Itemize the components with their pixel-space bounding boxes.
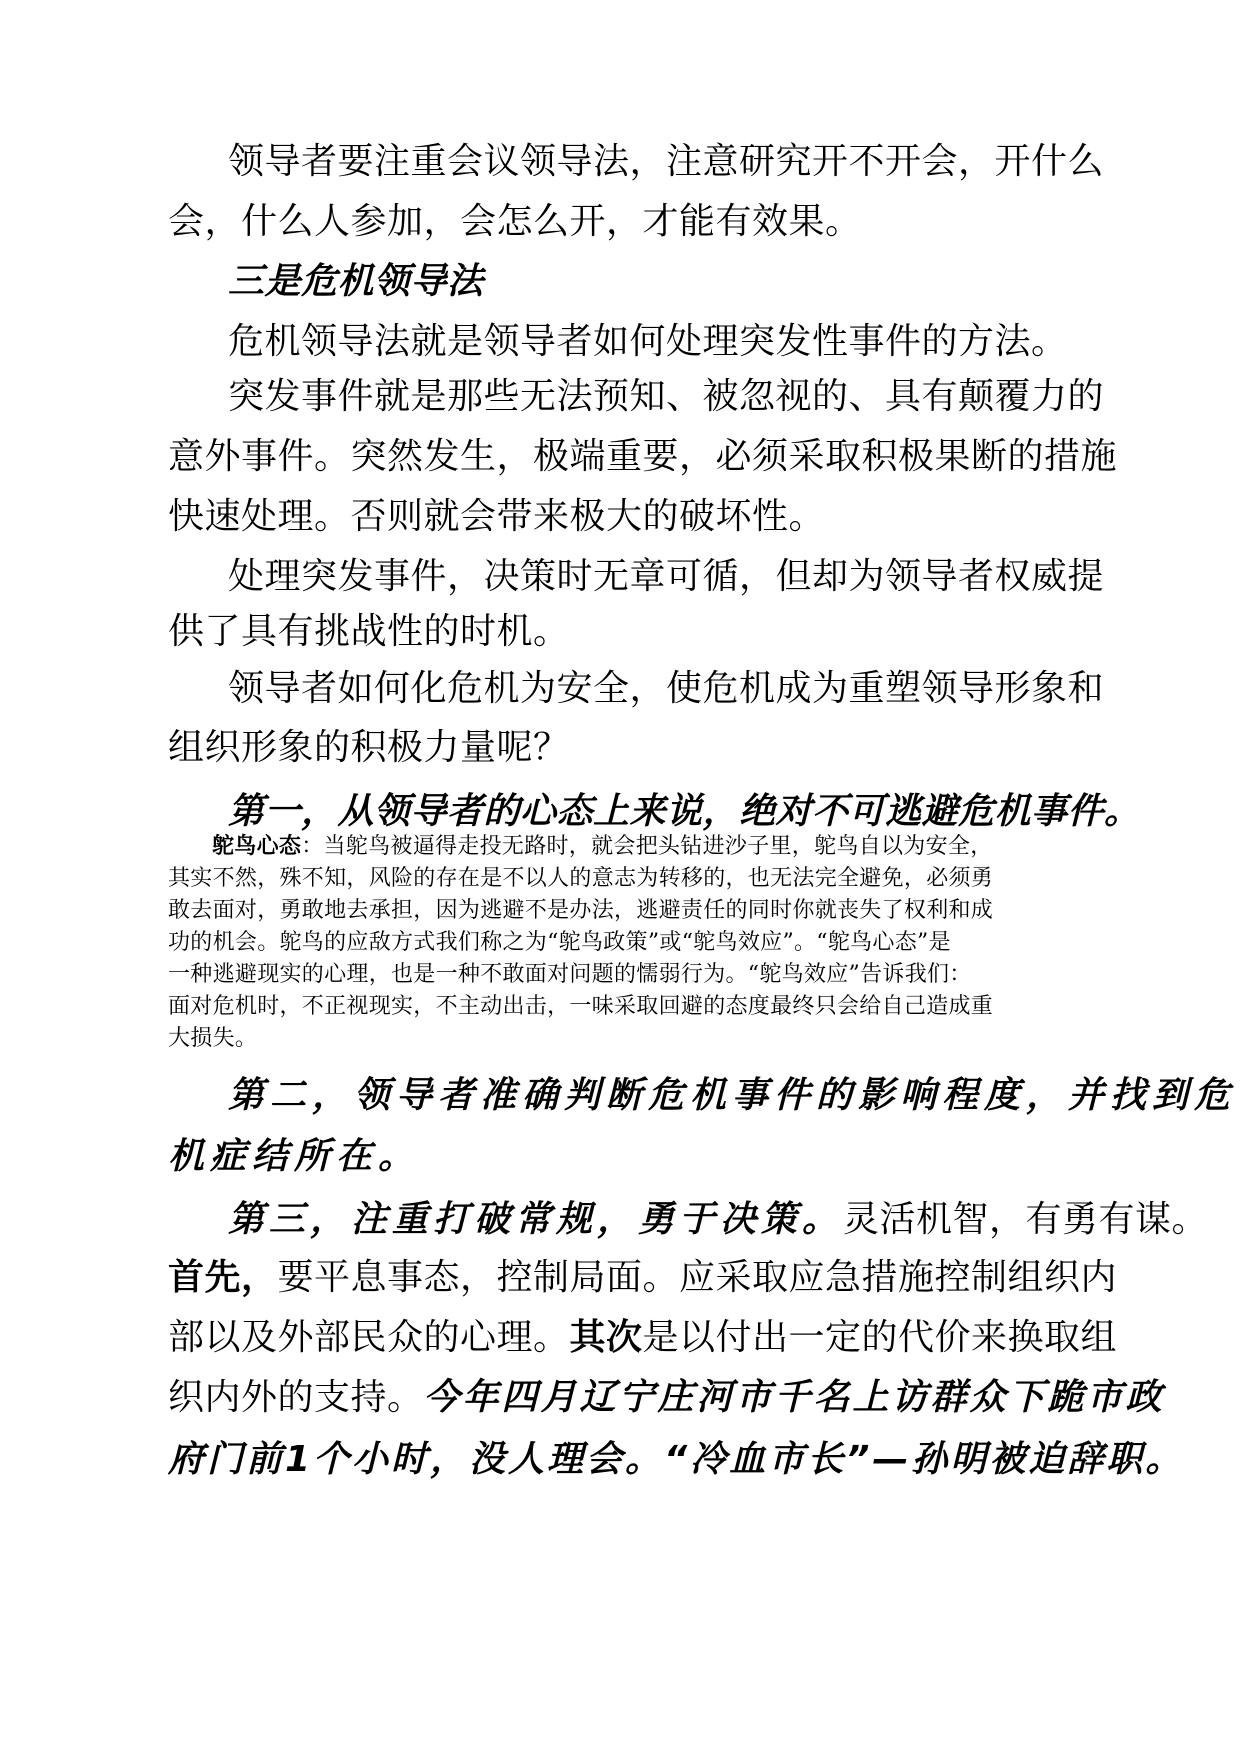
point-third-line3 <box>168 1314 1117 1362</box>
point-first: 第一，从领导者的心态上来说，绝对不可逃避危机事件。 <box>228 791 1141 832</box>
paragraph-meeting-line1: 领导者要注重会议领导法，注意研究开不开会，开什么 <box>228 141 1105 182</box>
point-second-line2: 机症结所在。 <box>168 1136 421 1177</box>
paragraph-question-line2: 组织形象的积极力量呢？ <box>168 727 570 768</box>
ostrich-note-line1 <box>212 832 993 862</box>
ostrich-note-line6: 面对危机时，不正视现实，不主动出击，一味采取回避的态度最终只会给自己造成重 <box>168 994 994 1019</box>
paragraph-emergency-line1: 突发事件就是那些无法预知、被忽视的、具有颠覆力的 <box>228 376 1105 417</box>
paragraph-emergency-line2: 意外事件。突然发生，极端重要，必须采取积极果断的措施 <box>168 436 1118 477</box>
ostrich-term: 鸵鸟心态 <box>212 834 302 859</box>
point-third-line5: 府门前1个小时，没人理会。“冷血市长”—孙明被迫辞职。 <box>168 1439 1185 1480</box>
point-third-line3-text: 部以及外部民众的心理。 <box>168 1317 570 1358</box>
point-third-heading: 第三，注重打破常规，勇于决策。 <box>228 1199 844 1240</box>
ostrich-note-line4: 功的机会。鸵鸟的应敌方式我们称之为“鸵鸟政策”或“鸵鸟效应”。“鸵鸟心态”是 <box>168 930 951 955</box>
point-third-line2 <box>168 1254 1117 1302</box>
ostrich-note-line3: 敢去面对，勇敢地去承担，因为逃避不是办法，逃避责任的同时你就丧失了权利和成 <box>168 898 994 923</box>
point-third-line4-bold: 今年四月辽宁庄河市千名上访群众下跪市政 <box>423 1377 1165 1418</box>
paragraph-crisis-definition: 危机领导法就是领导者如何处理突发性事件的方法。 <box>228 321 1068 362</box>
paragraph-question-line1: 领导者如何化危机为安全，使危机成为重塑领导形象和 <box>228 668 1105 709</box>
paragraph-meeting-line2: 会，什么人参加，会怎么开，才能有效果。 <box>168 201 862 242</box>
second-label: 其次 <box>569 1317 643 1358</box>
paragraph-decision-line1: 处理突发事件，决策时无章可循，但却为领导者权威提 <box>228 556 1105 597</box>
first-label: 首先， <box>168 1257 278 1298</box>
paragraph-emergency-line3: 快速处理。否则就会带来极大的破坏性。 <box>168 496 826 537</box>
point-third-line2-text: 要平息事态，控制局面。应采取应急措施控制组织内 <box>277 1257 1118 1298</box>
point-third-line4 <box>168 1374 1165 1422</box>
point-third-line1-text: 灵活机智，有勇有谋。 <box>843 1199 1209 1240</box>
point-second-line1: 第二，领导者准确判断危机事件的影响程度，并找到危 <box>228 1075 1237 1116</box>
point-third-line3-rest: 是以付出一定的代价来换取组 <box>642 1317 1118 1358</box>
section-heading-crisis: 三是危机领导法 <box>228 261 484 302</box>
ostrich-note-line2: 其实不然，殊不知，风险的存在是不以人的意志为转移的，也无法完全避免，必须勇 <box>168 866 994 891</box>
ostrich-note-line7: 大损失。 <box>168 1026 258 1051</box>
ostrich-line1-text: ：当鸵鸟被逼得走投无路时，就会把头钻进沙子里，鸵鸟自以为安全， <box>301 834 993 859</box>
paragraph-decision-line2: 供了具有挑战性的时机。 <box>168 611 570 652</box>
point-third-line1 <box>228 1196 1208 1244</box>
point-third-line4-text: 织内外的支持。 <box>168 1377 424 1418</box>
ostrich-note-line5: 一种逃避现实的心理，也是一种不敢面对问题的懦弱行为。“鸵鸟效应”告诉我们： <box>168 962 972 987</box>
